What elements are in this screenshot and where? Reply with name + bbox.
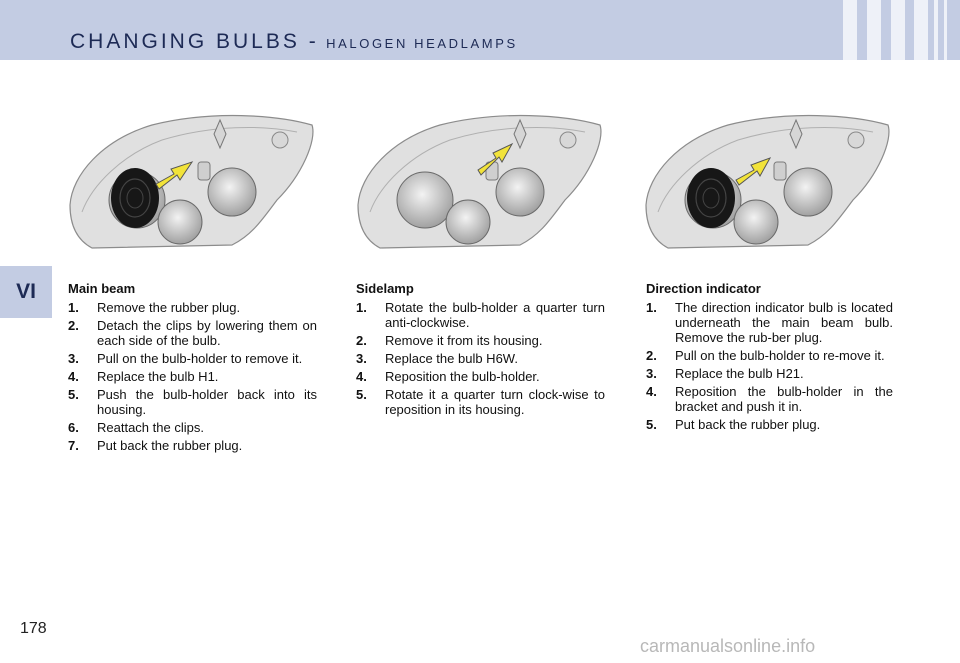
step-text: Put back the rubber plug. bbox=[675, 417, 821, 432]
list-item bbox=[68, 369, 317, 384]
step-text: Push the bulb-holder back into its housing. bbox=[97, 387, 317, 417]
section-heading: Main beam bbox=[68, 281, 136, 296]
step-text: Reposition the bulb-holder. bbox=[385, 369, 540, 384]
rubber-plug-indicator bbox=[687, 168, 735, 228]
list-item bbox=[356, 387, 605, 417]
step-text: Put back the rubber plug. bbox=[97, 438, 243, 453]
step-number: 4. bbox=[356, 369, 367, 384]
column-direction-indicator bbox=[646, 281, 893, 435]
step-number: 5. bbox=[646, 417, 657, 432]
step-text: Reposition the bulb-holder in the bracket and push it in. bbox=[675, 384, 893, 414]
list-item bbox=[646, 417, 893, 432]
column-main-beam bbox=[68, 281, 317, 456]
step-number: 5. bbox=[68, 387, 79, 402]
title-sub: HALOGEN HEADLAMPS bbox=[326, 36, 518, 51]
page-header bbox=[0, 0, 960, 60]
step-number: 4. bbox=[68, 369, 79, 384]
step-number: 2. bbox=[68, 318, 79, 333]
headlamp-indicator-illustration bbox=[638, 100, 898, 260]
step-text: Remove it from its housing. bbox=[385, 333, 543, 348]
list-item bbox=[68, 420, 317, 435]
step-number: 3. bbox=[646, 366, 657, 381]
step-text: Replace the bulb H1. bbox=[97, 369, 219, 384]
list-item bbox=[68, 300, 317, 315]
section-heading: Sidelamp bbox=[356, 281, 414, 296]
list-item bbox=[356, 333, 605, 348]
list-item bbox=[356, 369, 605, 384]
step-text: Replace the bulb H21. bbox=[675, 366, 804, 381]
list-item bbox=[68, 318, 317, 348]
rubber-plug-main-beam bbox=[111, 168, 159, 228]
step-number: 2. bbox=[646, 348, 657, 363]
list-item bbox=[68, 351, 317, 366]
list-item bbox=[646, 384, 893, 414]
step-number: 4. bbox=[646, 384, 657, 399]
title-main: CHANGING BULBS - bbox=[70, 30, 319, 53]
list-item bbox=[68, 387, 317, 417]
list-item bbox=[356, 300, 605, 330]
watermark: carmanualsonline.info bbox=[640, 636, 816, 656]
step-text: Pull on the bulb-holder to re-move it. bbox=[675, 348, 885, 363]
step-text: The direction indicator bulb is located underneath the main beam bulb. Remove the rub-ber plug. bbox=[675, 300, 893, 345]
list-item bbox=[646, 300, 893, 345]
list-item bbox=[646, 348, 893, 363]
section-heading: Direction indicator bbox=[646, 281, 761, 296]
step-number: 1. bbox=[68, 300, 79, 315]
list-item bbox=[356, 351, 605, 366]
step-text: Remove the rubber plug. bbox=[97, 300, 241, 315]
step-number: 1. bbox=[356, 300, 367, 315]
step-text: Reattach the clips. bbox=[97, 420, 204, 435]
step-text: Replace the bulb H6W. bbox=[385, 351, 518, 366]
header-stripes bbox=[840, 0, 960, 60]
step-text: Rotate the bulb-holder a quarter turn anti-clockwise. bbox=[385, 300, 605, 330]
page-number: 178 bbox=[20, 620, 47, 637]
column-sidelamp bbox=[356, 281, 605, 420]
step-number: 7. bbox=[68, 438, 79, 453]
step-text: Pull on the bulb-holder to remove it. bbox=[97, 351, 303, 366]
step-number: 5. bbox=[356, 387, 367, 402]
step-number: 3. bbox=[68, 351, 79, 366]
list-item bbox=[646, 366, 893, 381]
step-number: 6. bbox=[68, 420, 79, 435]
headlamp-main-beam-illustration bbox=[62, 100, 322, 260]
section-tab: VI bbox=[0, 266, 52, 318]
list-item bbox=[68, 438, 317, 453]
step-number: 2. bbox=[356, 333, 367, 348]
page-title bbox=[70, 30, 518, 54]
headlamp-sidelamp-illustration bbox=[350, 100, 610, 260]
step-number: 1. bbox=[646, 300, 657, 315]
step-number: 3. bbox=[356, 351, 367, 366]
step-text: Rotate it a quarter turn clock-wise to reposition in its housing. bbox=[385, 387, 605, 417]
step-text: Detach the clips by lowering them on each side of the bulb. bbox=[97, 318, 317, 348]
